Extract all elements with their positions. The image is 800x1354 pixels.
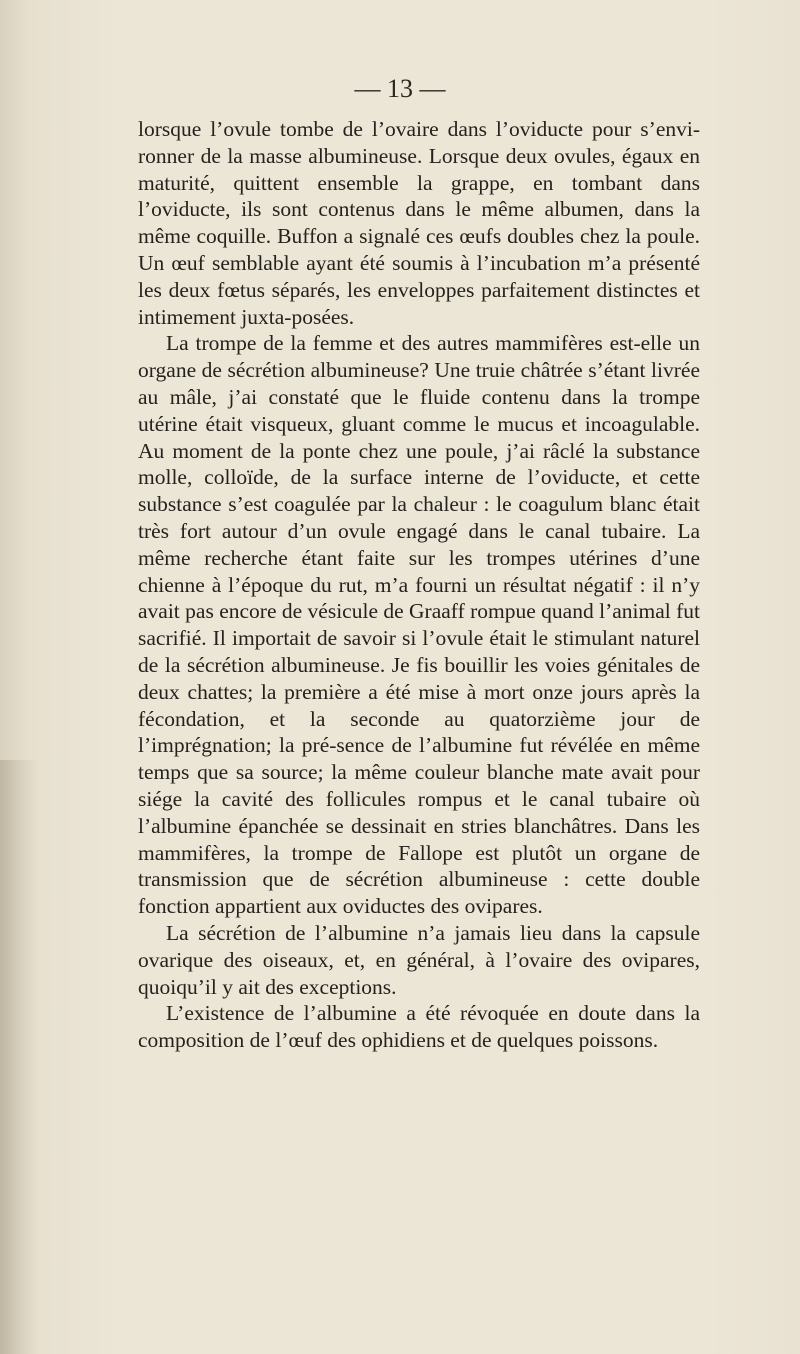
paragraph-4: L’existence de l’albumine a été révoquée en doute dans la composition de l’œuf des ophidiens et de quelques poissons. [138, 1001, 700, 1053]
paragraph-3: La sécrétion de l’albumine n’a jamais lieu dans la capsule ovarique des oiseaux, et, en général, à l’ovaire des ovipares, quoiqu’il y ait des exceptions. [138, 920, 700, 999]
page-body [138, 116, 700, 1054]
page-number: — 13 — [354, 74, 446, 103]
paragraph-2: La trompe de la femme et des autres mammifères est-elle un organe de sécrétion albumineuse? Une truie châtrée s’étant livrée au mâle, j’ai constaté que le fluide contenu dans la trompe utérine était visqueux, gluant comme le mucus et incoagulable. Au moment de la ponte chez une poule, j’ai râclé la substance molle, colloïde, de la surface interne de l’oviducte, et cette substance s’est coagulée par la chaleur : le coagulum blanc était très fort autour d’un ovule engagé dans le canal tubaire. La même recherche étant faite sur les trompes utérines d’une chienne à l’époque du rut, m’a fourni un résultat négatif : il n’y avait pas encore de vésicule de Graaff rompue quand l’animal fut sacrifié. Il importait de savoir si l’ovule était le stimulant naturel de la sécrétion albumineuse. Je fis bouillir les voies génitales de deux chattes; la première a été mise à mort onze jours après la fécondation, et la seconde au quatorzième jour de l’imprégnation; la pré-sence de l’albumine fut révélée en même temps que sa source; la même couleur blanche mate avait pour siége la cavité des follicules rompus et le canal tubaire où l’albumine épanchée se dessinait en stries blanchâtres. Dans les mammifères, la trompe de Fallope est plutôt un organe de transmission que de sécrétion albumineuse : cette double fonction appartient aux oviductes des ovipares. [138, 331, 700, 919]
paragraph-1: lorsque l’ovule tombe de l’ovaire dans l’oviducte pour s’envi-ronner de la masse albumineuse. Lorsque deux ovules, égaux en maturité, quittent ensemble la grappe, en tombant dans l’oviducte, ils sont contenus dans le même albumen, dans la même coquille. Buffon a signalé ces œufs doubles chez la poule. Un œuf semblable ayant été soumis à l’incubation m’a présenté les deux fœtus séparés, les enveloppes parfaitement distinctes et intimement juxta-posées. [138, 117, 700, 329]
page-edge-shadow [0, 760, 40, 1354]
